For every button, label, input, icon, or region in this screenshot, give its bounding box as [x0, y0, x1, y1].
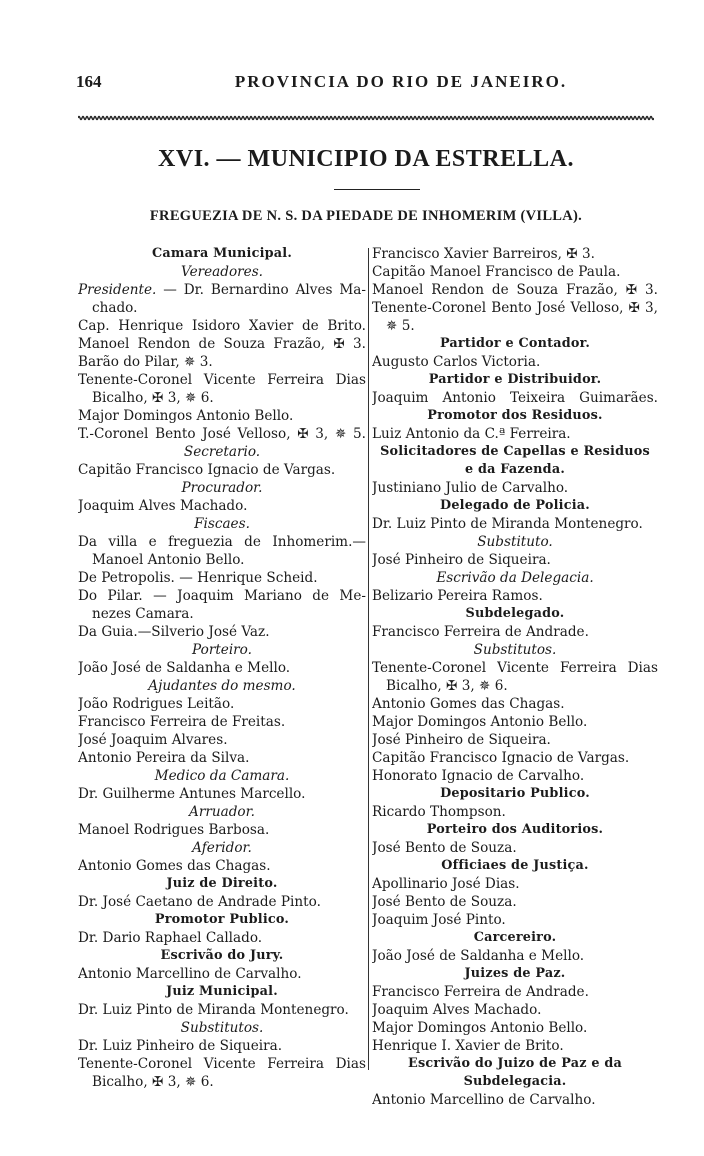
right-section-heading: Delegado de Policia. [440, 498, 590, 513]
title-rule [334, 189, 420, 190]
right-entry-line: Bicalho, ✠ 3, ✵ 6. [386, 678, 508, 694]
left-entry-line: Cap. Henrique Isidoro Xavier de Brito. [78, 318, 366, 334]
left-entry-line: Antonio Marcellino de Carvalho. [78, 966, 302, 982]
left-entry-line: Barão do Pilar, ✵ 3. [78, 354, 213, 370]
left-entry-line: Manoel Rodrigues Barbosa. [78, 822, 270, 838]
left-role-heading: Fiscaes. [194, 516, 250, 532]
left-entry-line: Da villa e freguezia de Inhomerim.— [78, 534, 366, 550]
left-section-heading: Camara Municipal. [151, 246, 293, 261]
right-entry-line: Apollinario José Dias. [372, 876, 520, 892]
right-entry-line: Belizario Pereira Ramos. [372, 588, 543, 604]
right-section-heading: Subdelegado. [465, 606, 565, 621]
left-entry-line: João José de Saldanha e Mello. [78, 660, 291, 676]
left-entry-line: Dr. Guilherme Antunes Marcello. [78, 786, 306, 802]
left-entry-line: José Joaquim Alvares. [78, 732, 228, 748]
left-entry-line: nezes Camara. [92, 606, 194, 622]
left-entry-line: Do Pilar. — Joaquim Mariano de Me- [78, 588, 366, 604]
left-section-heading: Juiz Municipal. [166, 984, 278, 999]
right-entry-line: José Bento de Souza. [372, 840, 517, 856]
right-section-heading: Juizes de Paz. [464, 966, 566, 981]
left-entry-line: Major Domingos Antonio Bello. [78, 408, 294, 424]
right-entry-line: José Pinheiro de Siqueira. [372, 732, 551, 748]
right-entry-line: Joaquim Antonio Teixeira Guimarães. [372, 390, 658, 406]
right-entry-line: Capitão Manoel Francisco de Paula. [372, 264, 621, 280]
right-entry-line: Tenente-Coronel Bento José Velloso, ✠ 3, [372, 300, 658, 316]
left-entry-line: Dr. José Caetano de Andrade Pinto. [78, 894, 321, 910]
left-entry-line: João Rodrigues Leitão. [78, 696, 235, 712]
right-entry-line: Major Domingos Antonio Bello. [372, 714, 588, 730]
right-entry-line: Major Domingos Antonio Bello. [372, 1020, 588, 1036]
right-entry-line: Francisco Xavier Barreiros, ✠ 3. [372, 246, 595, 262]
right-entry-line: Antonio Gomes das Chagas. [372, 696, 565, 712]
left-section-heading: Escrivão do Jury. [160, 948, 284, 963]
right-role-heading: Substituto. [477, 534, 553, 550]
left-entry-line: Dr. Dario Raphael Callado. [78, 930, 263, 946]
left-entry-line: Manoel Rendon de Souza Frazão, ✠ 3. [78, 336, 366, 352]
right-entry-line: ✵ 5. [386, 318, 415, 334]
right-section-heading: Subdelegacia. [463, 1074, 567, 1089]
left-role-heading: Aferidor. [192, 840, 252, 856]
right-section-heading: Escrivão do Juizo de Paz e da [408, 1056, 622, 1071]
right-entry-line: Capitão Francisco Ignacio de Vargas. [372, 750, 630, 766]
right-entry-line: Dr. Luiz Pinto de Miranda Montenegro. [372, 516, 643, 532]
right-entry-line: Manoel Rendon de Souza Frazão, ✠ 3. [372, 282, 658, 298]
column-divider [368, 248, 369, 1070]
left-entry-line: Capitão Francisco Ignacio de Vargas. [78, 462, 336, 478]
right-entry-line: José Pinheiro de Siqueira. [372, 552, 551, 568]
left-role-heading: Arruador. [189, 804, 255, 820]
right-role-heading: Escrivão da Delegacia. [436, 570, 594, 586]
wavy-ornament-rule [78, 114, 654, 122]
entry-text: — Dr. Bernardino Alves Ma- [156, 282, 366, 298]
left-entry-line: Dr. Luiz Pinheiro de Siqueira. [78, 1038, 283, 1054]
right-entry-line: Honorato Ignacio de Carvalho. [372, 768, 585, 784]
left-role-heading: Porteiro. [192, 642, 252, 658]
left-entry-line: Bicalho, ✠ 3, ✵ 6. [92, 1074, 214, 1090]
right-entry-line: Augusto Carlos Victoria. [372, 354, 541, 370]
right-entry-line: Justiniano Julio de Carvalho. [372, 480, 569, 496]
entry-label: Presidente. [78, 282, 157, 298]
right-section-heading: e da Fazenda. [465, 462, 565, 477]
left-section-heading: Juiz de Direito. [166, 876, 278, 891]
left-entry-line: T.-Coronel Bento José Velloso, ✠ 3, ✵ 5. [78, 426, 366, 442]
left-entry-line: Antonio Gomes das Chagas. [78, 858, 271, 874]
right-section-heading: Partidor e Contador. [439, 336, 591, 351]
running-header [76, 72, 656, 96]
page-number: 164 [76, 72, 102, 91]
left-entry-line: Joaquim Alves Machado. [78, 498, 248, 514]
left-role-heading: Substitutos. [180, 1020, 264, 1036]
left-section-heading: Promotor Publico. [154, 912, 290, 927]
left-entry-line: De Petropolis. — Henrique Scheid. [78, 570, 318, 586]
right-column [372, 245, 658, 1108]
right-entry-line: Antonio Marcellino de Carvalho. [372, 1092, 596, 1108]
left-entry-line: Tenente-Coronel Vicente Ferreira Dias [78, 372, 366, 388]
right-entry-line: José Bento de Souza. [372, 894, 517, 910]
left-entry-line: Tenente-Coronel Vicente Ferreira Dias [78, 1056, 366, 1072]
left-entry-line: Manoel Antonio Bello. [92, 552, 245, 568]
right-entry-line: Francisco Ferreira de Andrade. [372, 624, 589, 640]
right-section-heading: Carcereiro. [473, 930, 557, 945]
left-role-heading: Medico da Camara. [154, 768, 290, 784]
left-entry-line: Da Guia.—Silverio José Vaz. [78, 624, 270, 640]
right-section-heading: Solicitadores de Capellas e Residuos [380, 444, 650, 459]
right-role-heading: Substitutos. [473, 642, 557, 658]
right-entry-line: Joaquim Alves Machado. [372, 1002, 542, 1018]
left-entry-line: Bicalho, ✠ 3, ✵ 6. [92, 390, 214, 406]
chapter-title: XVI. — MUNICIPIO DA ESTRELLA. [158, 146, 574, 172]
parish-title: FREGUEZIA DE N. S. DA PIEDADE DE INHOMERIM (VILLA). [149, 208, 583, 224]
left-role-heading: Ajudantes do mesmo. [148, 678, 296, 694]
left-role-heading: Vereadores. [181, 264, 263, 280]
right-entry-line: Henrique I. Xavier de Brito. [372, 1038, 564, 1054]
right-section-heading: Officiaes de Justiça. [441, 858, 589, 873]
left-entry-line: Dr. Luiz Pinto de Miranda Montenegro. [78, 1002, 349, 1018]
right-section-heading: Porteiro dos Auditorios. [426, 822, 604, 837]
left-entry-line [78, 281, 366, 299]
right-entry-line: Ricardo Thompson. [372, 804, 506, 820]
right-section-heading: Partidor e Distribuidor. [428, 372, 602, 387]
right-entry-line: Francisco Ferreira de Andrade. [372, 984, 589, 1000]
left-role-heading: Secretario. [183, 444, 261, 460]
right-section-heading: Promotor dos Residuos. [427, 408, 603, 423]
right-entry-line: Tenente-Coronel Vicente Ferreira Dias [372, 660, 658, 676]
right-section-heading: Depositario Publico. [440, 786, 590, 801]
right-entry-line: Joaquim José Pinto. [372, 912, 506, 928]
left-entry-line: chado. [92, 300, 138, 316]
right-entry-line: João José de Saldanha e Mello. [372, 948, 585, 964]
right-entry-line: Luiz Antonio da C.ª Ferreira. [372, 426, 571, 442]
left-entry-line: Francisco Ferreira de Freitas. [78, 714, 286, 730]
left-entry-line: Antonio Pereira da Silva. [78, 750, 250, 766]
running-title: PROVINCIA DO RIO DE JANEIRO. [234, 72, 568, 91]
left-column [78, 245, 366, 1090]
left-role-heading: Procurador. [181, 480, 263, 496]
